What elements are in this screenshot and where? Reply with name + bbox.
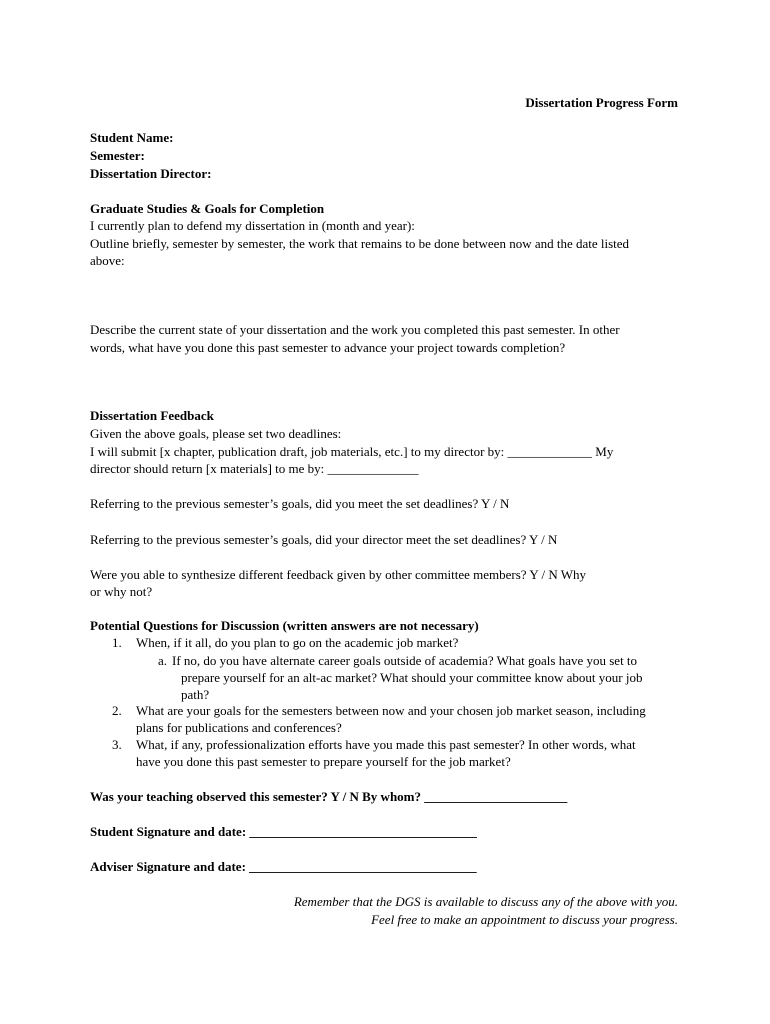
director-label: Dissertation Director: — [90, 166, 212, 181]
list-subitem-a-line2: prepare yourself for an alt-ac market? What should your committee know about your job — [181, 670, 643, 685]
teaching-observed-question: Was your teaching observed this semester? Y / N By whom? ______________________ — [90, 789, 568, 804]
submit-deadline-line1: I will submit [x chapter, publication draft, job materials, etc.] to my director by: _____________ My — [90, 444, 614, 459]
list-item-1-text: When, if it all, do you plan to go on the academic job market? — [136, 635, 459, 650]
list-item-2-line2: plans for publications and conferences? — [136, 720, 342, 735]
student-signature-line: Student Signature and date: ___________________________________ — [90, 824, 477, 839]
list-item-3-line2: have you done this past semester to prepare yourself for the job market? — [136, 754, 511, 769]
submit-deadline-line2: director should return [x materials] to me by: ______________ — [90, 461, 419, 476]
goals-heading: Graduate Studies & Goals for Completion — [90, 201, 325, 216]
describe-prompt-line2: words, what have you done this past semester to advance your project towards completion? — [90, 340, 566, 355]
list-item-2-line1: What are your goals for the semesters between now and your chosen job market season, including — [136, 703, 646, 718]
describe-prompt-line1: Describe the current state of your dissertation and the work you completed this past semester. In other — [90, 322, 620, 337]
list-item-3-line1: What, if any, professionalization efforts have you made this past semester? In other words, what — [136, 737, 636, 752]
list-number-2: 2. — [112, 703, 122, 718]
list-subitem-a-line1: If no, do you have alternate career goals outside of academia? What goals have you set to — [172, 653, 638, 668]
list-subitem-a-line3: path? — [181, 687, 210, 702]
form-title: Dissertation Progress Form — [525, 95, 678, 110]
feedback-heading: Dissertation Feedback — [90, 408, 214, 423]
question-director-deadlines: Referring to the previous semester’s goals, did your director meet the set deadlines? Y / N — [90, 532, 558, 547]
footer-note-line2: Feel free to make an appointment to discuss your progress. — [371, 912, 678, 927]
semester-label: Semester: — [90, 148, 145, 163]
question-synthesize-line1: Were you able to synthesize different feedback given by other committee members? Y / N Why — [90, 567, 587, 582]
deadlines-intro: Given the above goals, please set two deadlines: — [90, 426, 342, 441]
outline-prompt-line2: above: — [90, 253, 125, 268]
question-synthesize-line2: or why not? — [90, 584, 153, 599]
list-number-3: 3. — [112, 737, 122, 752]
defend-plan-prompt: I currently plan to defend my dissertation in (month and year): — [90, 218, 415, 233]
student-name-label: Student Name: — [90, 130, 174, 145]
list-subitem-a-label: a. — [158, 653, 168, 668]
list-number-1: 1. — [112, 635, 122, 650]
footer-note-line1: Remember that the DGS is available to discuss any of the above with you. — [293, 894, 678, 909]
outline-prompt-line1: Outline briefly, semester by semester, the work that remains to be done between now and the date listed — [90, 236, 630, 251]
adviser-signature-line: Adviser Signature and date: ___________________________________ — [90, 859, 477, 874]
question-self-deadlines: Referring to the previous semester’s goals, did you meet the set deadlines? Y / N — [90, 496, 510, 511]
discussion-heading: Potential Questions for Discussion (written answers are not necessary) — [90, 618, 479, 633]
